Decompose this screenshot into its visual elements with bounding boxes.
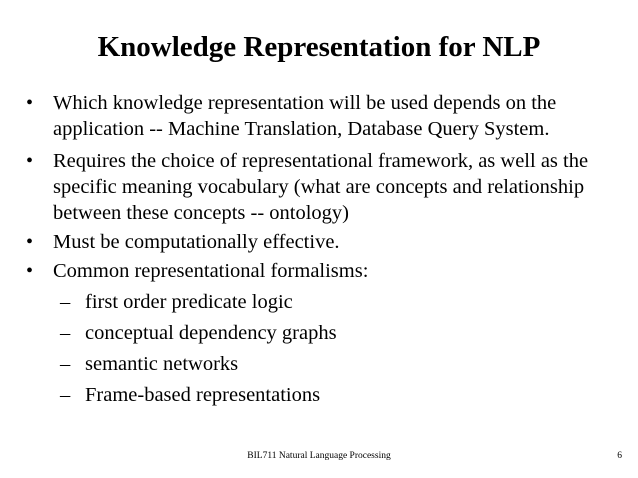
bullet-line: between these concepts -- ontology) <box>53 202 350 224</box>
sub-item <box>60 382 600 408</box>
sub-item <box>60 289 600 315</box>
sub-item-text: semantic networks <box>85 353 239 375</box>
bullet-marker: • <box>26 260 34 282</box>
bullet-line: Which knowledge representation will be used depends on the <box>53 92 557 114</box>
sub-item-marker: – <box>60 322 71 344</box>
bullet-item <box>26 229 616 255</box>
bullet-line: Must be computationally effective. <box>53 231 340 253</box>
bullet-marker: • <box>26 231 34 253</box>
sub-item <box>60 320 600 346</box>
bullet-item <box>26 258 616 284</box>
slide-footer: BIL711 Natural Language Processing <box>247 451 391 461</box>
sub-item-marker: – <box>60 353 71 375</box>
bullet-marker: • <box>26 150 34 172</box>
page-number: 6 <box>617 451 622 461</box>
bullet-line: Requires the choice of representational framework, as well as the <box>53 150 589 172</box>
bullet-line: application -- Machine Translation, Database Query System. <box>53 118 550 140</box>
sub-item-marker: – <box>60 384 71 406</box>
slide-title: Knowledge Representation for NLP <box>97 31 541 63</box>
sub-item-marker: – <box>60 291 71 313</box>
bullet-line: Common representational formalisms: <box>53 260 369 282</box>
bullet-item <box>26 90 616 142</box>
bullet-marker: • <box>26 92 34 114</box>
sub-item <box>60 351 600 377</box>
sub-item-text: conceptual dependency graphs <box>85 322 337 344</box>
sub-item-text: Frame-based representations <box>85 384 321 406</box>
bullet-item <box>26 148 616 226</box>
sub-item-text: first order predicate logic <box>85 291 293 313</box>
bullet-line: specific meaning vocabulary (what are concepts and relationship <box>53 176 585 198</box>
